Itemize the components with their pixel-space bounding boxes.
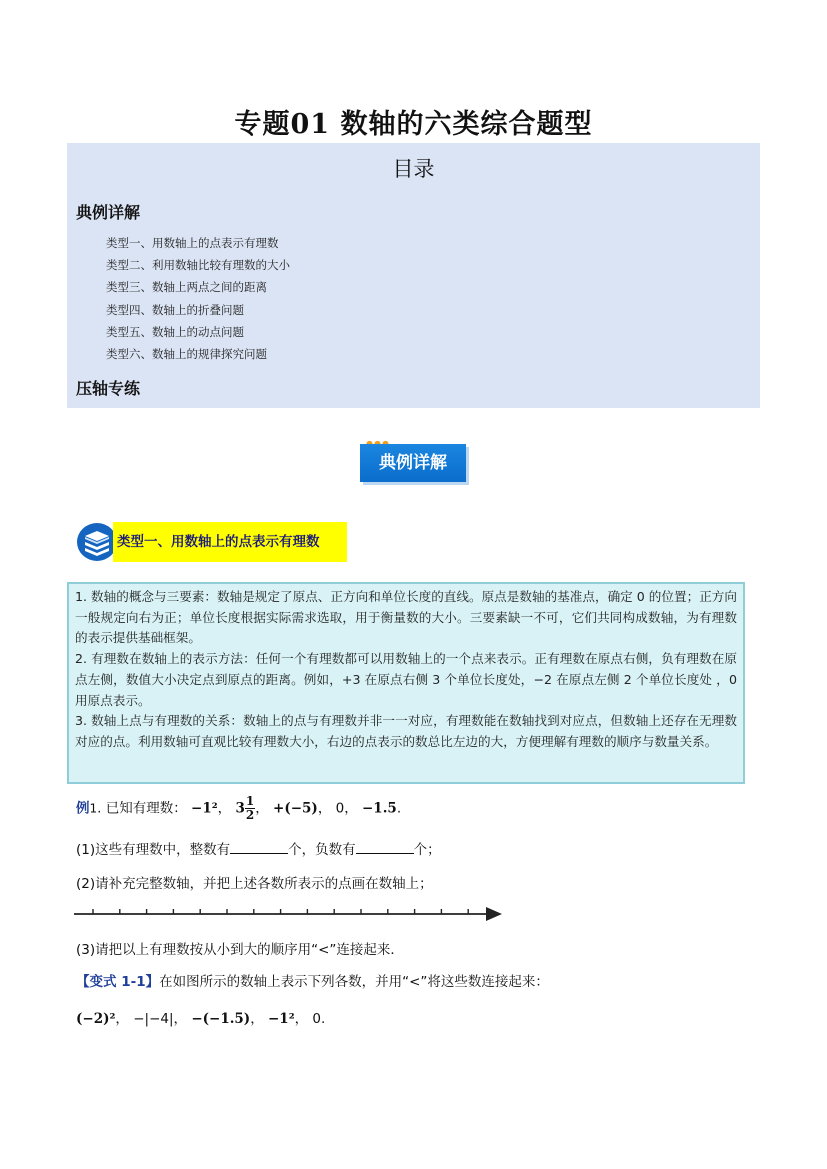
toc-item-5[interactable]: 类型五、数轴上的动点问题 (106, 324, 244, 339)
table-of-contents (67, 143, 760, 408)
question-3: (3)请把以上有理数按从小到大的顺序用“<”连接起来． (76, 942, 404, 958)
number-neg-neg-one-point-five: −(−1.5) (191, 1011, 251, 1027)
variant-numbers (76, 1008, 325, 1030)
number-zero-variant: 0 (312, 1011, 322, 1027)
toc-item-2[interactable]: 类型二、利用数轴比较有理数的大小 (106, 258, 290, 273)
fraction-numerator: 1 (245, 794, 255, 808)
toc-item-6[interactable]: 类型六、数轴上的规律探究问题 (106, 346, 267, 361)
section-banner: 典例详解 (360, 444, 466, 482)
number-neg-one-point-five: −1.5 (362, 800, 397, 817)
type-title: 类型一、用数轴上的点表示有理数 (113, 522, 347, 562)
separator: ， (250, 1011, 264, 1027)
number-plus-neg-five: +(−5) (273, 800, 318, 817)
variant-statement (76, 970, 549, 990)
question-1-part-a: (1)这些有理数中，整数有 (76, 842, 231, 858)
example-statement (76, 795, 401, 822)
concept-paragraph-1: 1. 数轴的概念与三要素：数轴是规定了原点、正方向和单位长度的直线。原点是数轴的基准点，确定 0 的位置；正方向一般规定向右为正；单位长度根据实际需求选取，用于衡量数的大小。三要素缺一不可，它们共同构成数轴，为有理数的表示提供基础框架。 (75, 589, 737, 646)
example-number: 1 (89, 801, 98, 816)
document-title: 专题01 数轴的六类综合题型 (234, 109, 593, 140)
separator: ， (344, 800, 358, 817)
question-1-part-c: 个； (413, 842, 441, 858)
toc-section-practice: 压轴专练 (76, 379, 141, 398)
mixed-number-whole: 3 (235, 800, 245, 817)
question-2: (2)请补充完整数轴，并把上述各数所表示的点画在数轴上； (76, 876, 433, 892)
example-label: 例 (76, 800, 90, 817)
example-intro: . 已知有理数： (97, 800, 187, 817)
period: . (396, 800, 402, 817)
question-1-part-b: 个，负数有 (288, 842, 356, 858)
toc-heading: 目录 (392, 157, 435, 181)
number-neg-one-squared-variant: −1² (268, 1011, 295, 1027)
concept-box (67, 582, 745, 784)
variant-text: 在如图所示的数轴上表示下列各数，并用“<”将这些数连接起来： (159, 974, 549, 990)
books-stack-icon (76, 522, 118, 562)
answer-blank-negatives[interactable] (356, 841, 414, 854)
number-zero: 0 (335, 800, 345, 817)
separator: ， (217, 800, 232, 817)
concept-paragraph-3: 3. 数轴上点与有理数的关系：数轴上的点与有理数并非一一对应，有理数能在数轴找到对应点，但数轴上还存在无理数对应的点。利用数轴可直观比较有理数大小，右边的点表示的数总比左边的大，方便理解有理数的顺序与数量关系。 (75, 713, 737, 749)
toc-section-examples: 典例详解 (76, 203, 141, 222)
number-neg-one-squared: −1² (191, 800, 218, 817)
mixed-number-fraction (245, 795, 255, 822)
number-line-arrow-icon[interactable] (74, 902, 504, 926)
period: . (321, 1011, 326, 1027)
fraction-denominator: 2 (245, 808, 255, 822)
toc-item-3[interactable]: 类型三、数轴上两点之间的距离 (106, 280, 267, 295)
question-1 (76, 838, 441, 858)
number-neg-two-squared: (−2)² (76, 1011, 116, 1027)
separator: ， (173, 1011, 188, 1027)
separator: ， (115, 1011, 129, 1027)
answer-blank-integers[interactable] (230, 841, 288, 854)
toc-item-1[interactable]: 类型一、用数轴上的点表示有理数 (106, 236, 279, 250)
separator: ， (294, 1011, 309, 1027)
concept-paragraph-2: 2. 有理数在数轴上的表示方法：任何一个有理数都可以用数轴上的一个点来表示。正有理数在原点右侧，负有理数在原点左侧，数值大小决定点到原点的距离。例如，+3 在原点右侧 3 个单位长度处，−2 在原点左侧 2 个单位长度处 ，0 用原点表示。 (75, 651, 737, 708)
variant-label: 【变式 1-1】 (76, 974, 160, 990)
number-neg-abs-neg-four: −|−4| (133, 1011, 174, 1027)
toc-list (106, 232, 290, 365)
separator: ， (317, 800, 332, 817)
separator: ， (255, 800, 269, 817)
toc-item-4[interactable]: 类型四、数轴上的折叠问题 (106, 302, 244, 317)
